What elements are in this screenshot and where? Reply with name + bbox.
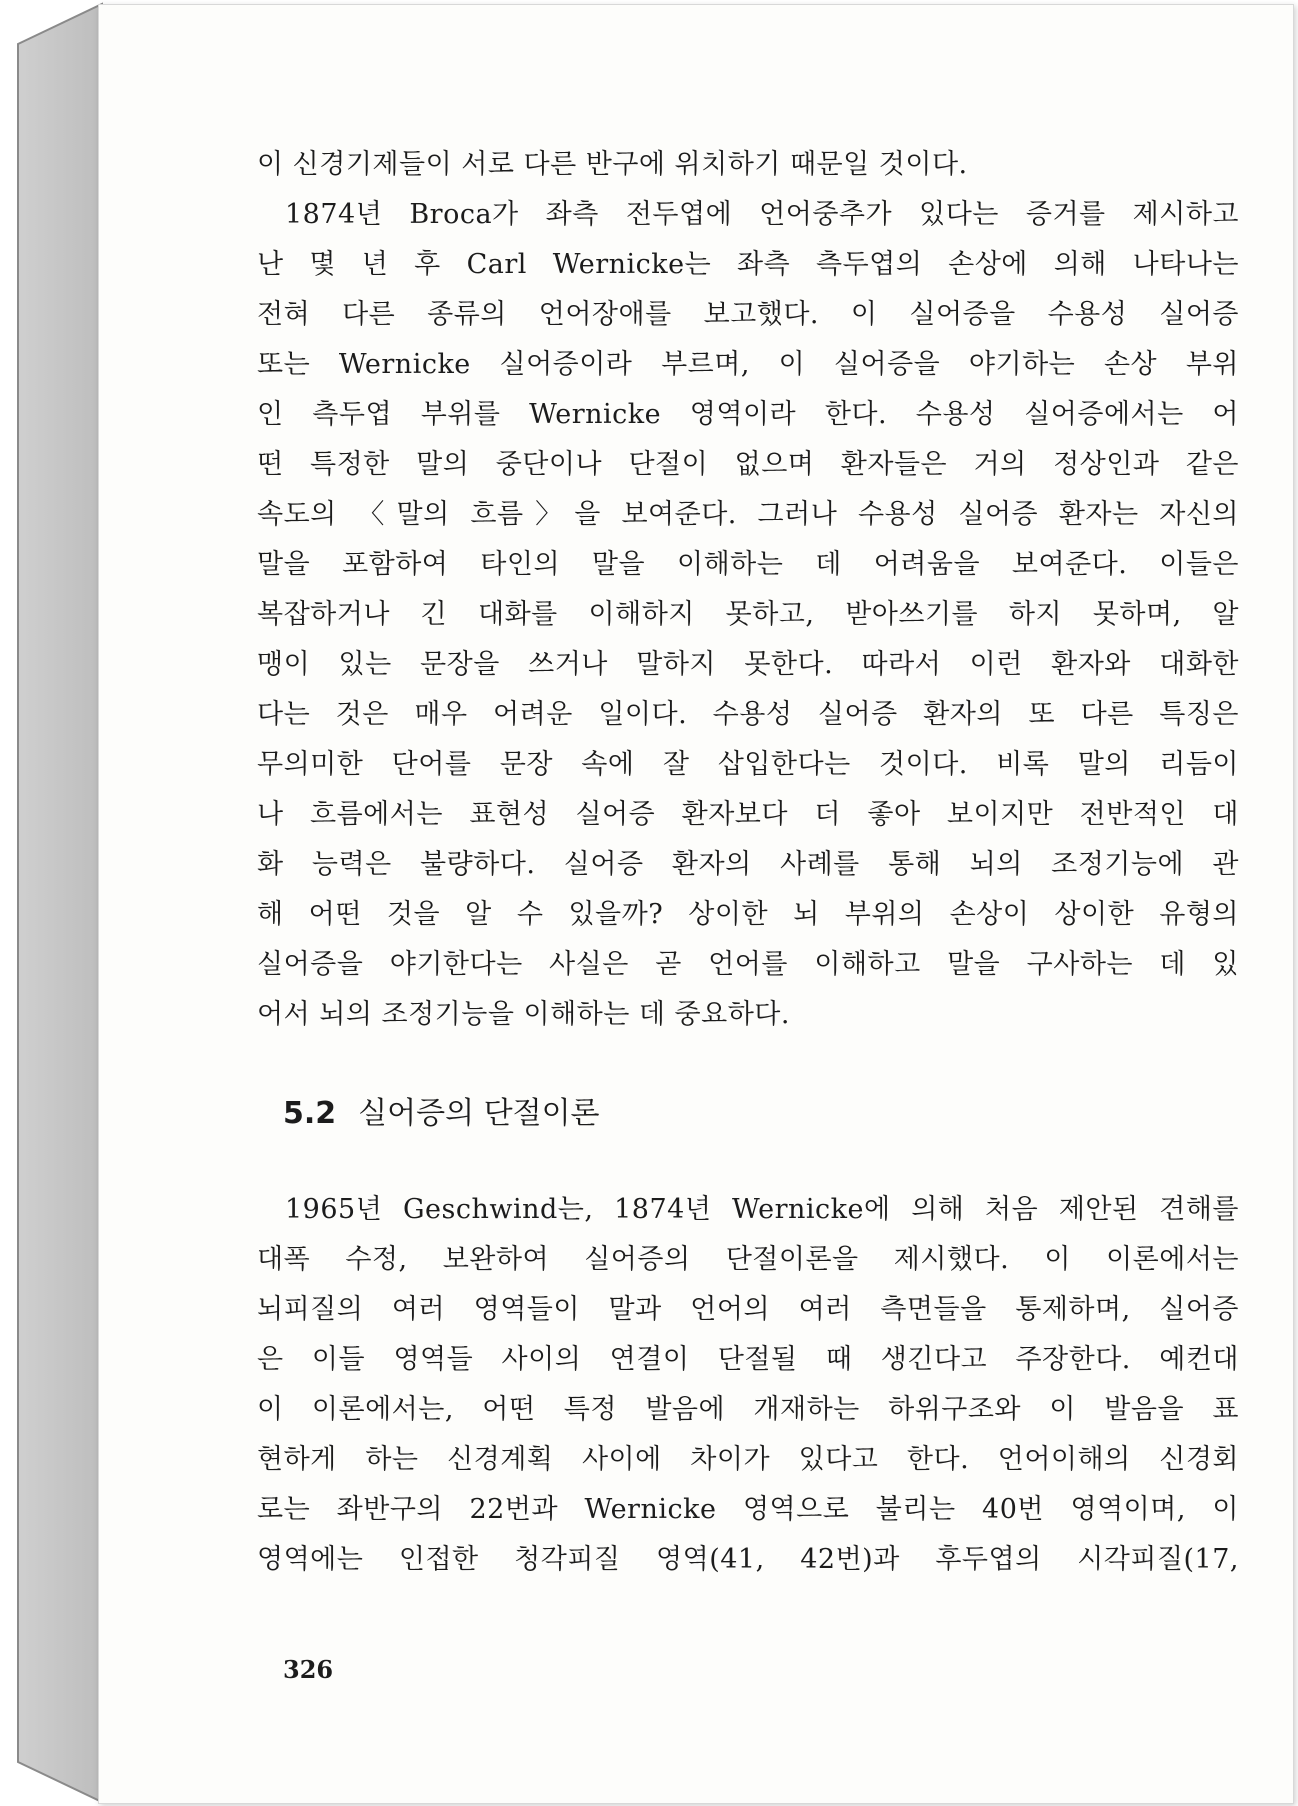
text-line: 영역에는 인접한 청각피질 영역(41, 42번)과 후두엽의 시각피질(17,	[257, 1544, 1239, 1575]
text-line: 나 흐름에서는 표현성 실어증 환자보다 더 좋아 보이지만 전반적인 대	[257, 799, 1239, 830]
section-title: 실어증의 단절이론	[358, 1096, 600, 1131]
page-number: 326	[283, 1655, 334, 1684]
body-text-lower	[257, 1185, 1239, 1585]
text-line: 무의미한 단어를 문장 속에 잘 삽입한다는 것이다. 비록 말의 리듬이	[257, 749, 1239, 780]
book-spine	[0, 0, 110, 1806]
text-line: 1965년 Geschwind는, 1874년 Wernicke에 의해 처음 제안된 견해를	[285, 1194, 1239, 1225]
text-line: 1874년 Broca가 좌측 전두엽에 언어중추가 있다는 증거를 제시하고	[285, 199, 1239, 230]
book-page	[98, 4, 1294, 1804]
text-line: 이 신경기제들이 서로 다른 반구에 위치하기 때문일 것이다.	[257, 149, 968, 180]
text-line: 말을 포함하여 타인의 말을 이해하는 데 어려움을 보여준다. 이들은	[257, 549, 1239, 580]
text-line: 화 능력은 불량하다. 실어증 환자의 사례를 통해 뇌의 조정기능에 관	[257, 849, 1239, 880]
text-line: 현하게 하는 신경계획 사이에 차이가 있다고 한다. 언어이해의 신경회	[257, 1444, 1239, 1475]
text-line: 복잡하거나 긴 대화를 이해하지 못하고, 받아쓰기를 하지 못하며, 알	[257, 599, 1239, 630]
text-line: 은 이들 영역들 사이의 연결이 단절될 때 생긴다고 주장한다. 예컨대	[257, 1344, 1239, 1375]
text-line: 난 몇 년 후 Carl Wernicke는 좌측 측두엽의 손상에 의해 나타나는	[257, 249, 1239, 280]
text-line: 맹이 있는 문장을 쓰거나 말하지 못한다. 따라서 이런 환자와 대화한	[257, 649, 1239, 680]
body-text-upper	[257, 140, 1239, 1040]
text-line: 속도의 〈말의 흐름〉을 보여준다. 그러나 수용성 실어증 환자는 자신의	[257, 499, 1239, 530]
text-line: 떤 특정한 말의 중단이나 단절이 없으며 환자들은 거의 정상인과 같은	[257, 449, 1239, 480]
text-line: 실어증을 야기한다는 사실은 곧 언어를 이해하고 말을 구사하는 데 있	[257, 949, 1239, 980]
book-side-shape	[0, 0, 110, 1806]
text-line: 해 어떤 것을 알 수 있을까? 상이한 뇌 부위의 손상이 상이한 유형의	[257, 899, 1239, 930]
text-line: 로는 좌반구의 22번과 Wernicke 영역으로 불리는 40번 영역이며, 이	[257, 1494, 1239, 1525]
section-heading	[283, 1088, 600, 1132]
text-line: 뇌피질의 여러 영역들이 말과 언어의 여러 측면들을 통제하며, 실어증	[257, 1294, 1239, 1325]
text-line: 전혀 다른 종류의 언어장애를 보고했다. 이 실어증을 수용성 실어증	[257, 299, 1239, 330]
text-line: 대폭 수정, 보완하여 실어증의 단절이론을 제시했다. 이 이론에서는	[257, 1244, 1239, 1275]
text-line: 또는 Wernicke 실어증이라 부르며, 이 실어증을 야기하는 손상 부위	[257, 349, 1239, 380]
section-number: 5.2	[283, 1096, 337, 1131]
text-line: 인 측두엽 부위를 Wernicke 영역이라 한다. 수용성 실어증에서는 어	[257, 399, 1239, 430]
text-line: 이 이론에서는, 어떤 특정 발음에 개재하는 하위구조와 이 발음을 표	[257, 1394, 1239, 1425]
text-line: 어서 뇌의 조정기능을 이해하는 데 중요하다.	[257, 999, 790, 1030]
text-line: 다는 것은 매우 어려운 일이다. 수용성 실어증 환자의 또 다른 특징은	[257, 699, 1239, 730]
